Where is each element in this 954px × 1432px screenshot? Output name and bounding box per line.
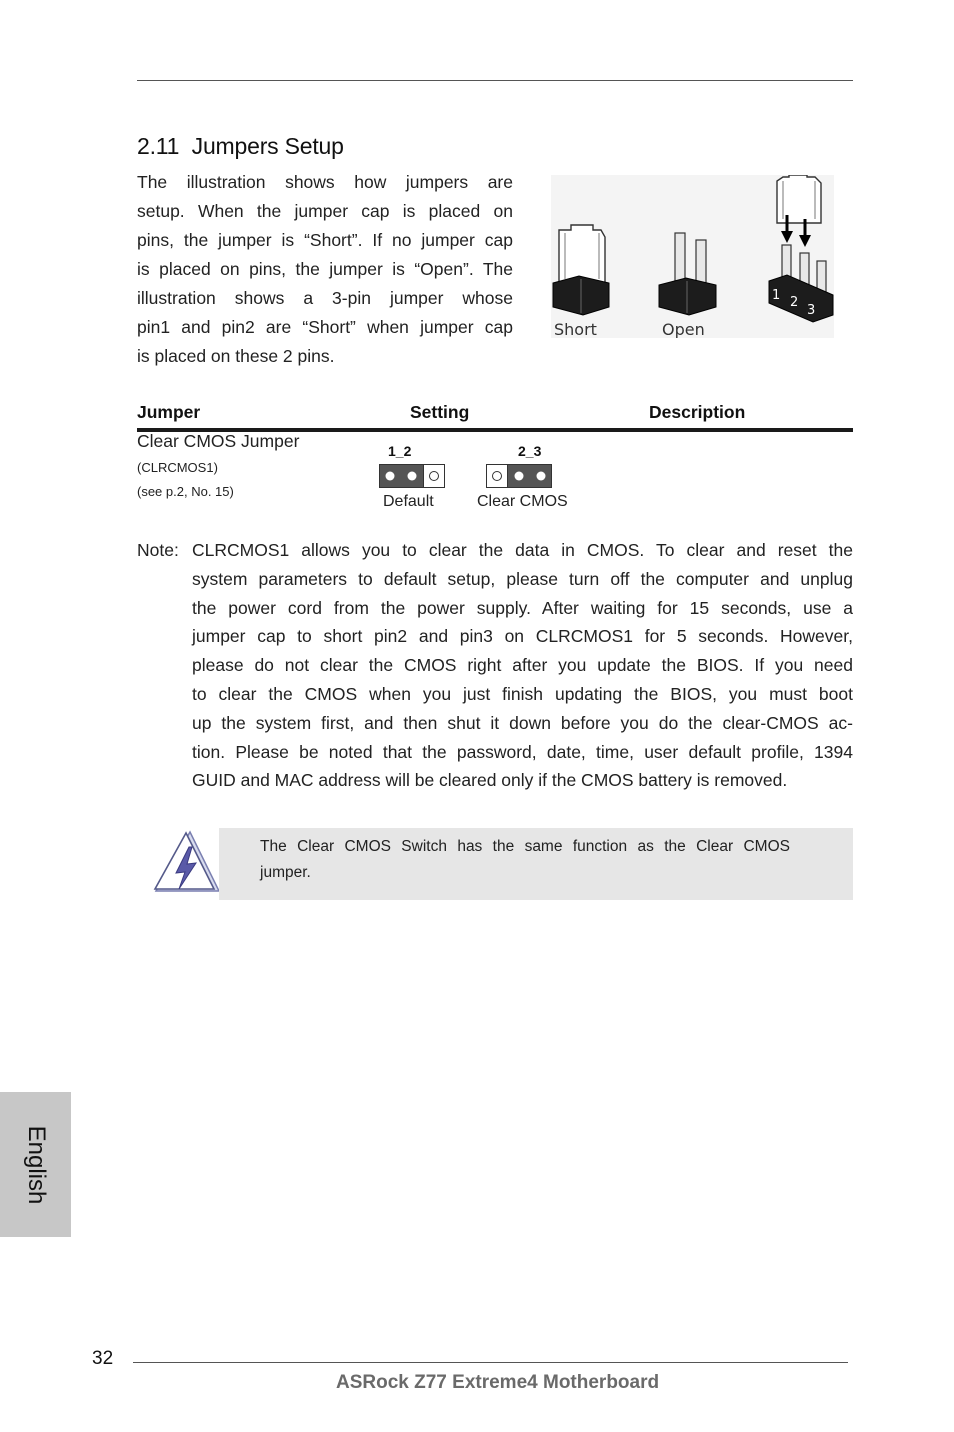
col-header-jumper: Jumper	[137, 402, 201, 422]
pin-number-3: 3	[807, 303, 816, 318]
note-line: up the system first, and then shut it down before you do the clear-CMOS ac-	[192, 712, 853, 733]
note-body	[192, 536, 853, 795]
footer-title: ASRock Z77 Extreme4 Motherboard	[336, 1372, 660, 1393]
section-heading: Jumpers Setup	[191, 133, 344, 159]
callout-text	[260, 834, 790, 886]
pin-open	[430, 472, 439, 481]
note-line: to clear the CMOS when you just finish updating the BIOS, you must boot	[192, 683, 853, 704]
note-line: system parameters to default setup, please turn off the computer and unplug	[192, 568, 853, 589]
intro-line: illustration shows a 3-pin jumper whose	[137, 288, 513, 308]
setting-default-caption: Default	[383, 493, 434, 510]
note-line: CLRCMOS1 allows you to clear the data in CMOS. To clear and reset the	[192, 540, 853, 560]
note-line: the power cord from the power supply. After waiting for 15 seconds, use a	[192, 597, 853, 618]
pin-open	[493, 472, 502, 481]
note-line: GUID and MAC address will be cleared only if the CMOS battery is removed.	[192, 770, 788, 791]
jumper-id: (CLRCMOS1)	[137, 460, 218, 475]
three-pin-jumper-diagram	[769, 175, 833, 322]
intro-paragraph	[137, 168, 513, 371]
col-header-description: Description	[649, 402, 746, 422]
header-rule	[137, 80, 853, 81]
side-tab-label: English	[22, 1125, 50, 1204]
intro-line: is placed on these 2 pins.	[137, 346, 335, 366]
section-title	[137, 133, 344, 160]
open-jumper-diagram	[659, 233, 716, 338]
pin-number-1: 1	[772, 288, 781, 303]
warning-lightning-icon	[152, 829, 222, 895]
short-jumper-diagram	[553, 225, 609, 338]
jumper-ref: (see p.2, No. 15)	[137, 484, 234, 499]
footer-rule	[133, 1362, 848, 1363]
language-side-tab	[0, 1092, 71, 1237]
note-line: tion. Please be noted that the password, date, time, user default profile, 1394	[192, 741, 853, 762]
pin-shorted	[386, 472, 395, 481]
jumper-illustration	[551, 175, 834, 338]
note-label: Note:	[137, 540, 179, 560]
col-header-setting: Setting	[410, 402, 470, 422]
setting-default-pin-diagram	[379, 464, 445, 488]
intro-line: pin1 and pin2 are “Short” when jumper cap	[137, 317, 513, 337]
short-label: Short	[554, 320, 597, 338]
intro-line: is placed on pins, the jumper is “Open”. The	[137, 259, 513, 279]
open-label: Open	[662, 320, 705, 338]
setting-clear-pins-label: 2_3	[518, 443, 542, 459]
intro-line: setup. When the jumper cap is placed on	[137, 201, 513, 221]
intro-line: The illustration shows how jumpers are	[137, 172, 513, 192]
jumper-illustration-svg	[551, 175, 834, 338]
note-line: please do not clear the CMOS right after you update the BIOS. If you need	[192, 655, 853, 676]
setting-clear-caption: Clear CMOS	[477, 493, 568, 510]
note-line: jumper cap to short pin2 and pin3 on CLRCMOS1 for 5 seconds. However,	[192, 626, 853, 647]
setting-default-pins-label: 1_2	[388, 443, 412, 459]
callout-line: The Clear CMOS Switch has the same function as the Clear CMOS	[260, 838, 790, 855]
pin-shorted	[537, 472, 546, 481]
callout-line: jumper.	[260, 864, 311, 881]
intro-line: pins, the jumper is “Short”. If no jumper cap	[137, 230, 513, 250]
setting-clear-pin-diagram	[486, 464, 552, 488]
jumper-name: Clear CMOS Jumper	[137, 431, 300, 451]
page-number: 32	[92, 1348, 114, 1369]
pin-number-2: 2	[790, 295, 799, 310]
pin-shorted	[515, 472, 524, 481]
pin-shorted	[408, 472, 417, 481]
section-number: 2.11	[137, 133, 180, 159]
